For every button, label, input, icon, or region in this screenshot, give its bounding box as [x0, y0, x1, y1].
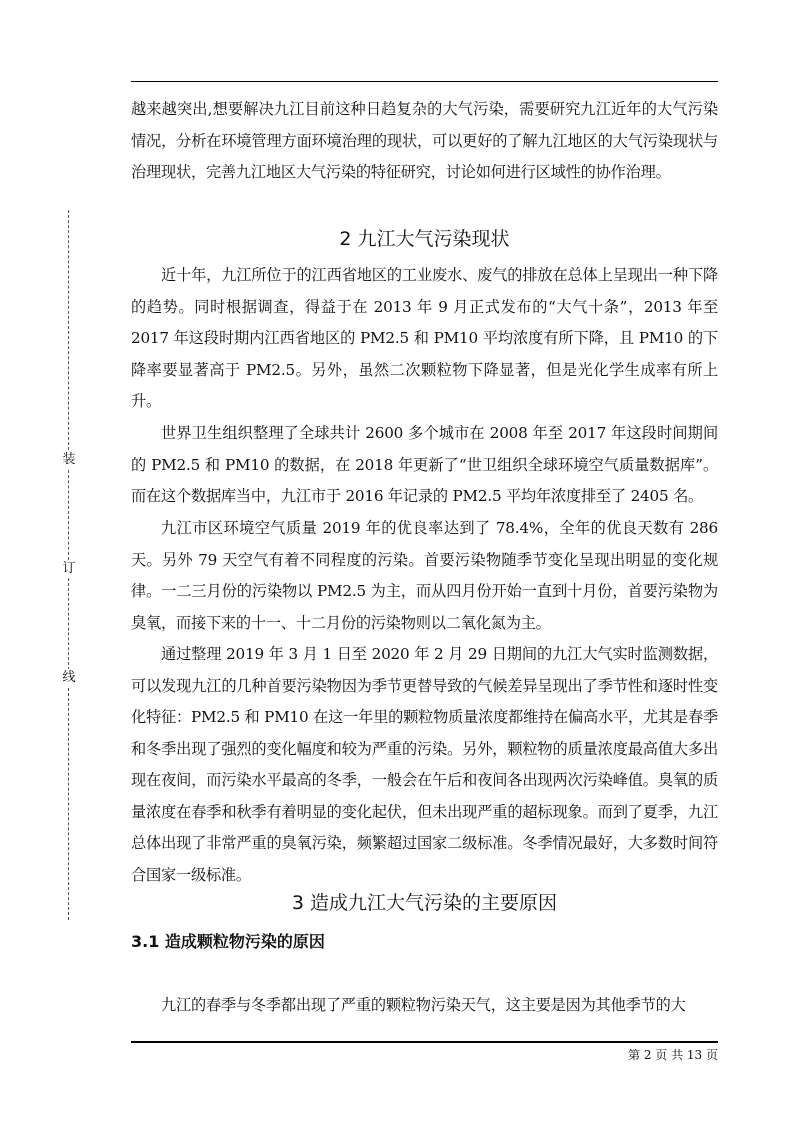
- subsection-heading-3-1: 3.1 造成颗粒物污染的原因: [131, 932, 325, 951]
- binding-dash-line: [68, 470, 69, 560]
- section-heading-2: 2 九江大气污染现状: [339, 228, 510, 250]
- paragraph-trend: 近十年，九江所位于的江西省地区的工业废水、废气的排放在总体上呈现出一种下降的趋势。同时根据调查，得益于在 2013 年 9 月正式发布的“大气十条”，2013 年至 2017 年这段时期内江西省地区的 PM2.5 和 PM10 平均浓度有所下降，且 PM10 的下降率要显著高于 PM2.5。另外，虽然二次颗粒物下降显著，但是光化学生成率有所上升。: [131, 266, 718, 410]
- header-rule: [131, 81, 718, 82]
- paragraph-intro-continuation: 越来越突出,想要解决九江目前这种日趋复杂的大气污染，需要研究九江近年的大气污染情况，分析在环境管理方面环境治理的现状，可以更好的了解九江地区的大气污染现状与治理现状，完善九江地区大气污染的特征研究，讨论如何进行区域性的协作治理。: [131, 100, 718, 181]
- paragraph-particulate-causes: 九江的春季与冬季都出现了严重的颗粒物污染天气，这主要是因为其他季节的大: [161, 996, 686, 1014]
- binding-dash-line: [68, 210, 69, 450]
- binding-margin: [58, 210, 80, 920]
- footer-rule: [131, 1041, 718, 1043]
- section-heading-3: 3 造成九江大气污染的主要原因: [291, 892, 558, 914]
- paragraph-air-quality-2019: 九江市区环境空气质量 2019 年的优良率达到了 78.4%，全年的优良天数有 286 天。另外 79 天空气有着不同程度的污染。首要污染物随季节变化呈现出明显的变化规律。一二三月份的污染物以 PM2.5 为主，而从四月份开始一直到十月份，首要污染物为臭氧，而接下来的十一、十二月份的污染物则以二氧化氮为主。: [131, 519, 718, 632]
- paragraph-who-database: 世界卫生组织整理了全球共计 2600 多个城市在 2008 年至 2017 年这段时间期间的 PM2.5 和 PM10 的数据，在 2018 年更新了“世卫组织全球环境空气质量数据库”。而在这个数据库当中，九江市于 2016 年记录的 PM2.5 平均年浓度排至了 2405 名。: [131, 424, 718, 505]
- binding-char-ding: 订: [60, 560, 78, 578]
- binding-dash-line: [68, 688, 69, 920]
- binding-char-xian: 线: [60, 669, 78, 687]
- paragraph-monitoring: 通过整理 2019 年 3 月 1 日至 2020 年 2 月 29 日期间的九江大气实时监测数据，可以发现九江的几种首要污染物因为季节更替导致的气候差异呈现出了季节性和逐时性变化特征：PM2.5 和 PM10 在这一年里的颗粒物质量浓度都维持在偏高水平，尤其是春季和冬季出现了强烈的变化幅度和较为严重的污染。另外，颗粒物的质量浓度最高值大多出现在夜间，而污染水平最高的冬季，一般会在午后和夜间各出现两次污染峰值。臭氧的质量浓度在春季和秋季有着明显的变化起伏，但未出现严重的超标现象。而到了夏季，九江总体出现了非常严重的臭氧污染，频繁超过国家二级标准。冬季情况最好，大多数时间符合国家一级标准。: [131, 645, 718, 884]
- binding-dash-line: [68, 578, 69, 670]
- binding-char-zhuang: 装: [60, 451, 78, 469]
- page-number: 第 2 页 共 13 页: [628, 1048, 718, 1062]
